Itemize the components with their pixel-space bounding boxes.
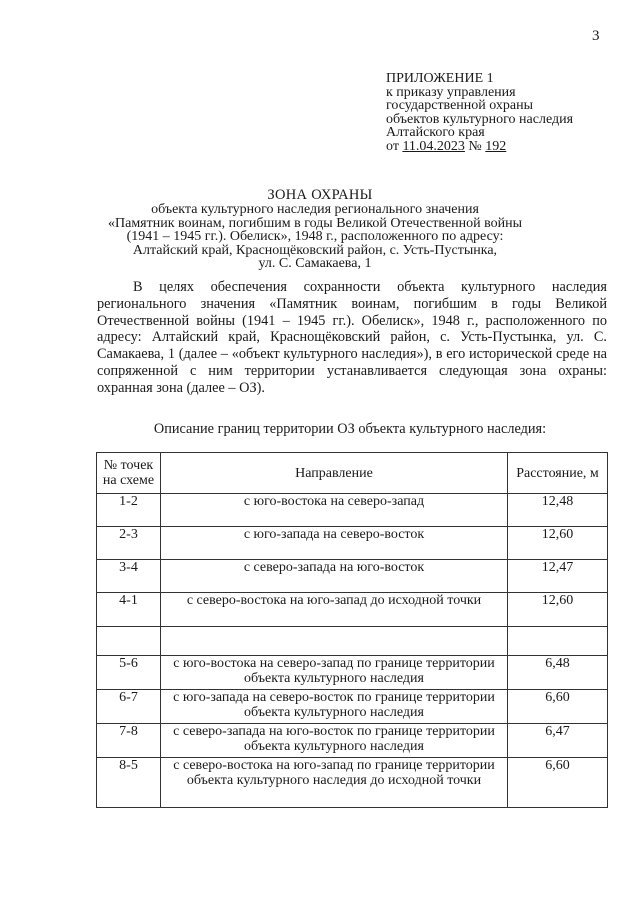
appendix-line: к приказу управления [386,84,516,100]
cell-distance: 12,47 [508,560,608,593]
subtitle-line: «Памятник воинам, погибшим в годы Великой Отечественной войны [108,215,522,231]
table-row [97,656,608,690]
cell-points: 8-5 [97,758,161,808]
table-row [97,560,608,593]
cell-points: 1-2 [97,494,161,527]
table-header-row [97,453,608,494]
appendix-line: объектов культурного наследия [386,111,574,127]
cell-points [97,627,161,656]
header-direction: Направление [161,453,508,494]
cell-direction: с северо-востока на юго-запад до исходной точки [161,593,508,627]
cell-direction: с северо-запада на юго-восток [161,560,508,593]
table-row [97,593,608,627]
cell-direction: с северо-востока на юго-запад по границе территории объекта культурного наследия до исходной точки [161,758,508,808]
cell-points: 6-7 [97,690,161,724]
zone-boundary-table [96,452,608,808]
order-date: 11.04.2023 [402,138,465,154]
page-number: 3 [592,28,600,44]
cell-direction: с юго-востока на северо-запад по границе территории объекта культурного наследия [161,656,508,690]
cell-direction: с юго-запада на северо-восток [161,527,508,560]
cell-distance: 12,60 [508,527,608,560]
subtitle-line: (1941 – 1945 гг.). Обелиск», 1948 г., расположенного по адресу: [126,229,504,244]
header-distance: Расстояние, м [508,453,608,494]
order-number: 192 [485,138,507,154]
subtitle-line: Алтайский край, Краснощёковский район, с. Усть-Пустынка, [132,242,498,258]
table-row [97,690,608,724]
table-row [97,758,608,808]
table-row [97,724,608,758]
cell-points: 5-6 [97,656,161,690]
cell-direction [161,627,508,656]
appendix-date-line [386,140,573,154]
appendix-heading: ПРИЛОЖЕНИЕ 1 [386,71,494,86]
table-row [97,627,608,656]
cell-distance: 12,60 [508,593,608,627]
cell-points: 4-1 [97,593,161,627]
number-prefix: № [464,138,486,154]
appendix-block [386,72,573,153]
cell-points: 2-3 [97,527,161,560]
cell-direction: с северо-запада на юго-восток по границе территории объекта культурного наследия [161,724,508,758]
cell-direction: с юго-востока на северо-запад [161,494,508,527]
zone-subtitle [100,203,530,271]
header-points: № точек на схеме [97,453,161,494]
zone-title: ЗОНА ОХРАНЫ [267,187,373,203]
subtitle-line: ул. С. Самакаева, 1 [258,256,372,271]
cell-distance: 6,48 [508,656,608,690]
intro-paragraph: В целях обеспечения сохранности объекта культурного наследия регионального значения «Памятник воинам, погибшим в годы Великой Отечественной войны (1941 – 1945 гг.). Обелиск», 1948 г., расположенного по адресу: Алтайский край, Краснощёковский район, с. Усть-Пустынка, ул. С. Самакаева, 1 (далее – «объект культурного наследия»), в его исторической среде на сопряженной с ним территории устанавливается следующая зона охраны: охранная зона (далее – ОЗ). [97,279,607,396]
cell-distance [508,627,608,656]
table-caption: Описание границ территории ОЗ объекта культурного наследия: [153,421,547,437]
cell-distance: 6,47 [508,724,608,758]
appendix-line: государственной охраны [386,98,534,113]
table-row [97,494,608,527]
cell-distance: 12,48 [508,494,608,527]
cell-distance: 6,60 [508,758,608,808]
subtitle-line: объекта культурного наследия регионального значения [151,202,479,217]
date-prefix: от [386,138,403,154]
cell-points: 3-4 [97,560,161,593]
cell-points: 7-8 [97,724,161,758]
cell-direction: с юго-запада на северо-восток по границе территории объекта культурного наследия [161,690,508,724]
table-row [97,527,608,560]
appendix-line: Алтайского края [386,125,485,140]
cell-distance: 6,60 [508,690,608,724]
